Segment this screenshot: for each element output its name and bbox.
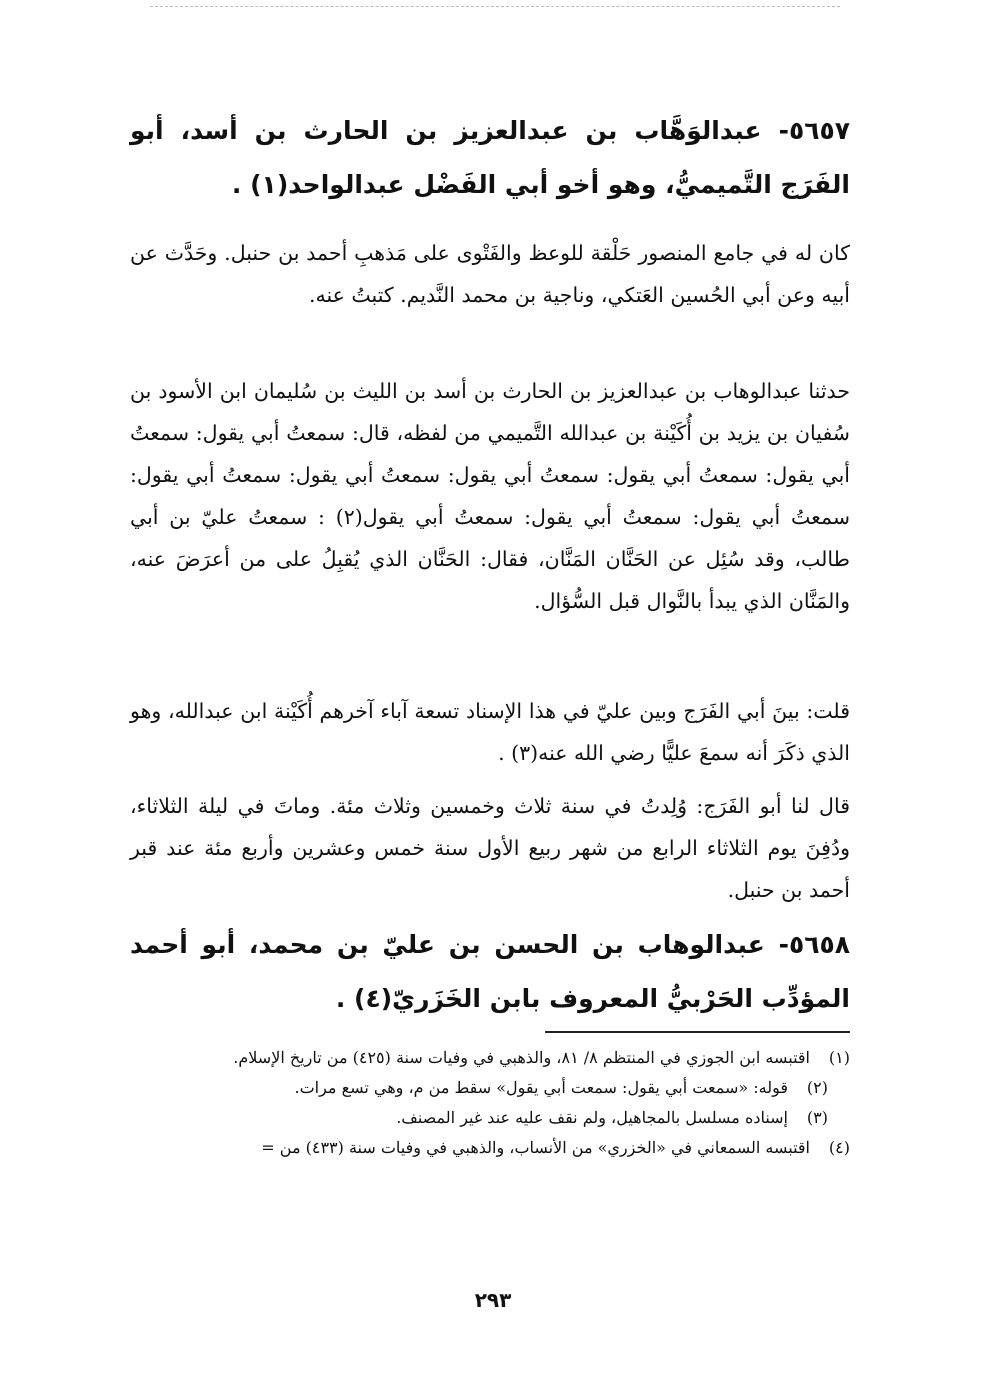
entry-5657-paragraph-4: قال لنا أبو الفَرَج: وُلِدتُ في سنة ثلاث وخمسين وثلاث مئة. وماتَ في ليلة الثلاثاء، ودُفِنَ يوم الثلاثاء الرابع من شهر ربيع الأول سنة خمس وعشرين وأربع مئة عند قبر أحمد بن حنبل. (130, 794, 850, 902)
entry-5657-paragraph-3: قلت: بينَ أبي الفَرَج وبين عليّ في هذا الإسناد تسعة آباء آخرهم أُكَيْنة ابن عبدالله، وهو الذي ذكَرَ أنه سمعَ عليًّا رضي الله عنه(٣) . (130, 699, 850, 765)
footnote-text: قوله: «سمعت أبي يقول: سمعت أبي يقول» سقط من م، وهي تسع مرات. (294, 1078, 788, 1097)
footnote-number: (٤) (828, 1138, 850, 1157)
entry-heading-5657: ٥٦٥٧- عبدالوَهَّاب بن عبدالعزيز بن الحارث بن أسد، أبو الفَرَج التَّميميُّ، وهو أخو أبي الفَضْل عبدالواحد(١) . (130, 116, 850, 199)
footnote-number: (٢) (806, 1078, 828, 1097)
page-number: ٢٩٣ (474, 1288, 512, 1312)
footnote-text: اقتبسه السمعاني في «الخزري» من الأنساب، والذهبي في وفيات سنة (٤٣٣) من = (261, 1138, 810, 1157)
footnote-separator (545, 1031, 850, 1033)
footnotes (130, 1043, 850, 1163)
entry-heading-5658: ٥٦٥٨- عبدالوهاب بن الحسن بن عليّ بن محمد، أبو أحمد المؤدِّب الحَرْبيُّ المعروف بابن الخَزَريّ(٤) . (130, 930, 850, 1013)
footnote-2 (130, 1073, 850, 1103)
footnote-1 (130, 1043, 850, 1073)
top-scan-rule (150, 6, 840, 7)
footnote-number: (١) (828, 1048, 850, 1067)
entry-5657-paragraph-1: كان له في جامع المنصور حَلْقة للوعظ والفَتْوى على مَذهبِ أحمد بن حنبل. وحَدَّث عن أبيه وعن أبي الحُسين العَتكي، وناجية بن محمد النَّديم. كتبتُ عنه. (130, 241, 850, 307)
footnote-3 (130, 1103, 850, 1133)
footnote-text: اقتبسه ابن الجوزي في المنتظم ٨/ ٨١، والذهبي في وفيات سنة (٤٢٥) من تاريخ الإسلام. (233, 1048, 810, 1067)
entry-5657-paragraph-2: حدثنا عبدالوهاب بن عبدالعزيز بن الحارث بن أسد بن الليث بن سُليمان ابن الأسود بن سُفيان بن يزيد بن أُكَيْنة بن عبدالله التَّميمي من لفظه، قال: سمعتُ أبي يقول: سمعتُ أبي يقول: سمعتُ أبي يقول: سمعتُ أبي يقول: سمعتُ أبي يقول: سمعتُ أبي يقول: سمعتُ أبي يقول: سمعتُ أبي يقول: سمعتُ أبي يقول(٢) : سمعتُ عليّ بن أبي طالب، وقد سُئِل عن الحَنَّان المَنَّان، فقال: الحَنَّان الذي يُقبِلُ على من أعرَضَ عنه، والمَنَّان الذي يبدأ بالنَّوال قبل السُّؤال. (130, 379, 850, 613)
footnote-text: إسناده مسلسل بالمجاهيل، ولم نقف عليه عند غير المصنف. (396, 1108, 788, 1127)
footnote-4 (130, 1133, 850, 1163)
footnote-number: (٣) (806, 1108, 828, 1127)
